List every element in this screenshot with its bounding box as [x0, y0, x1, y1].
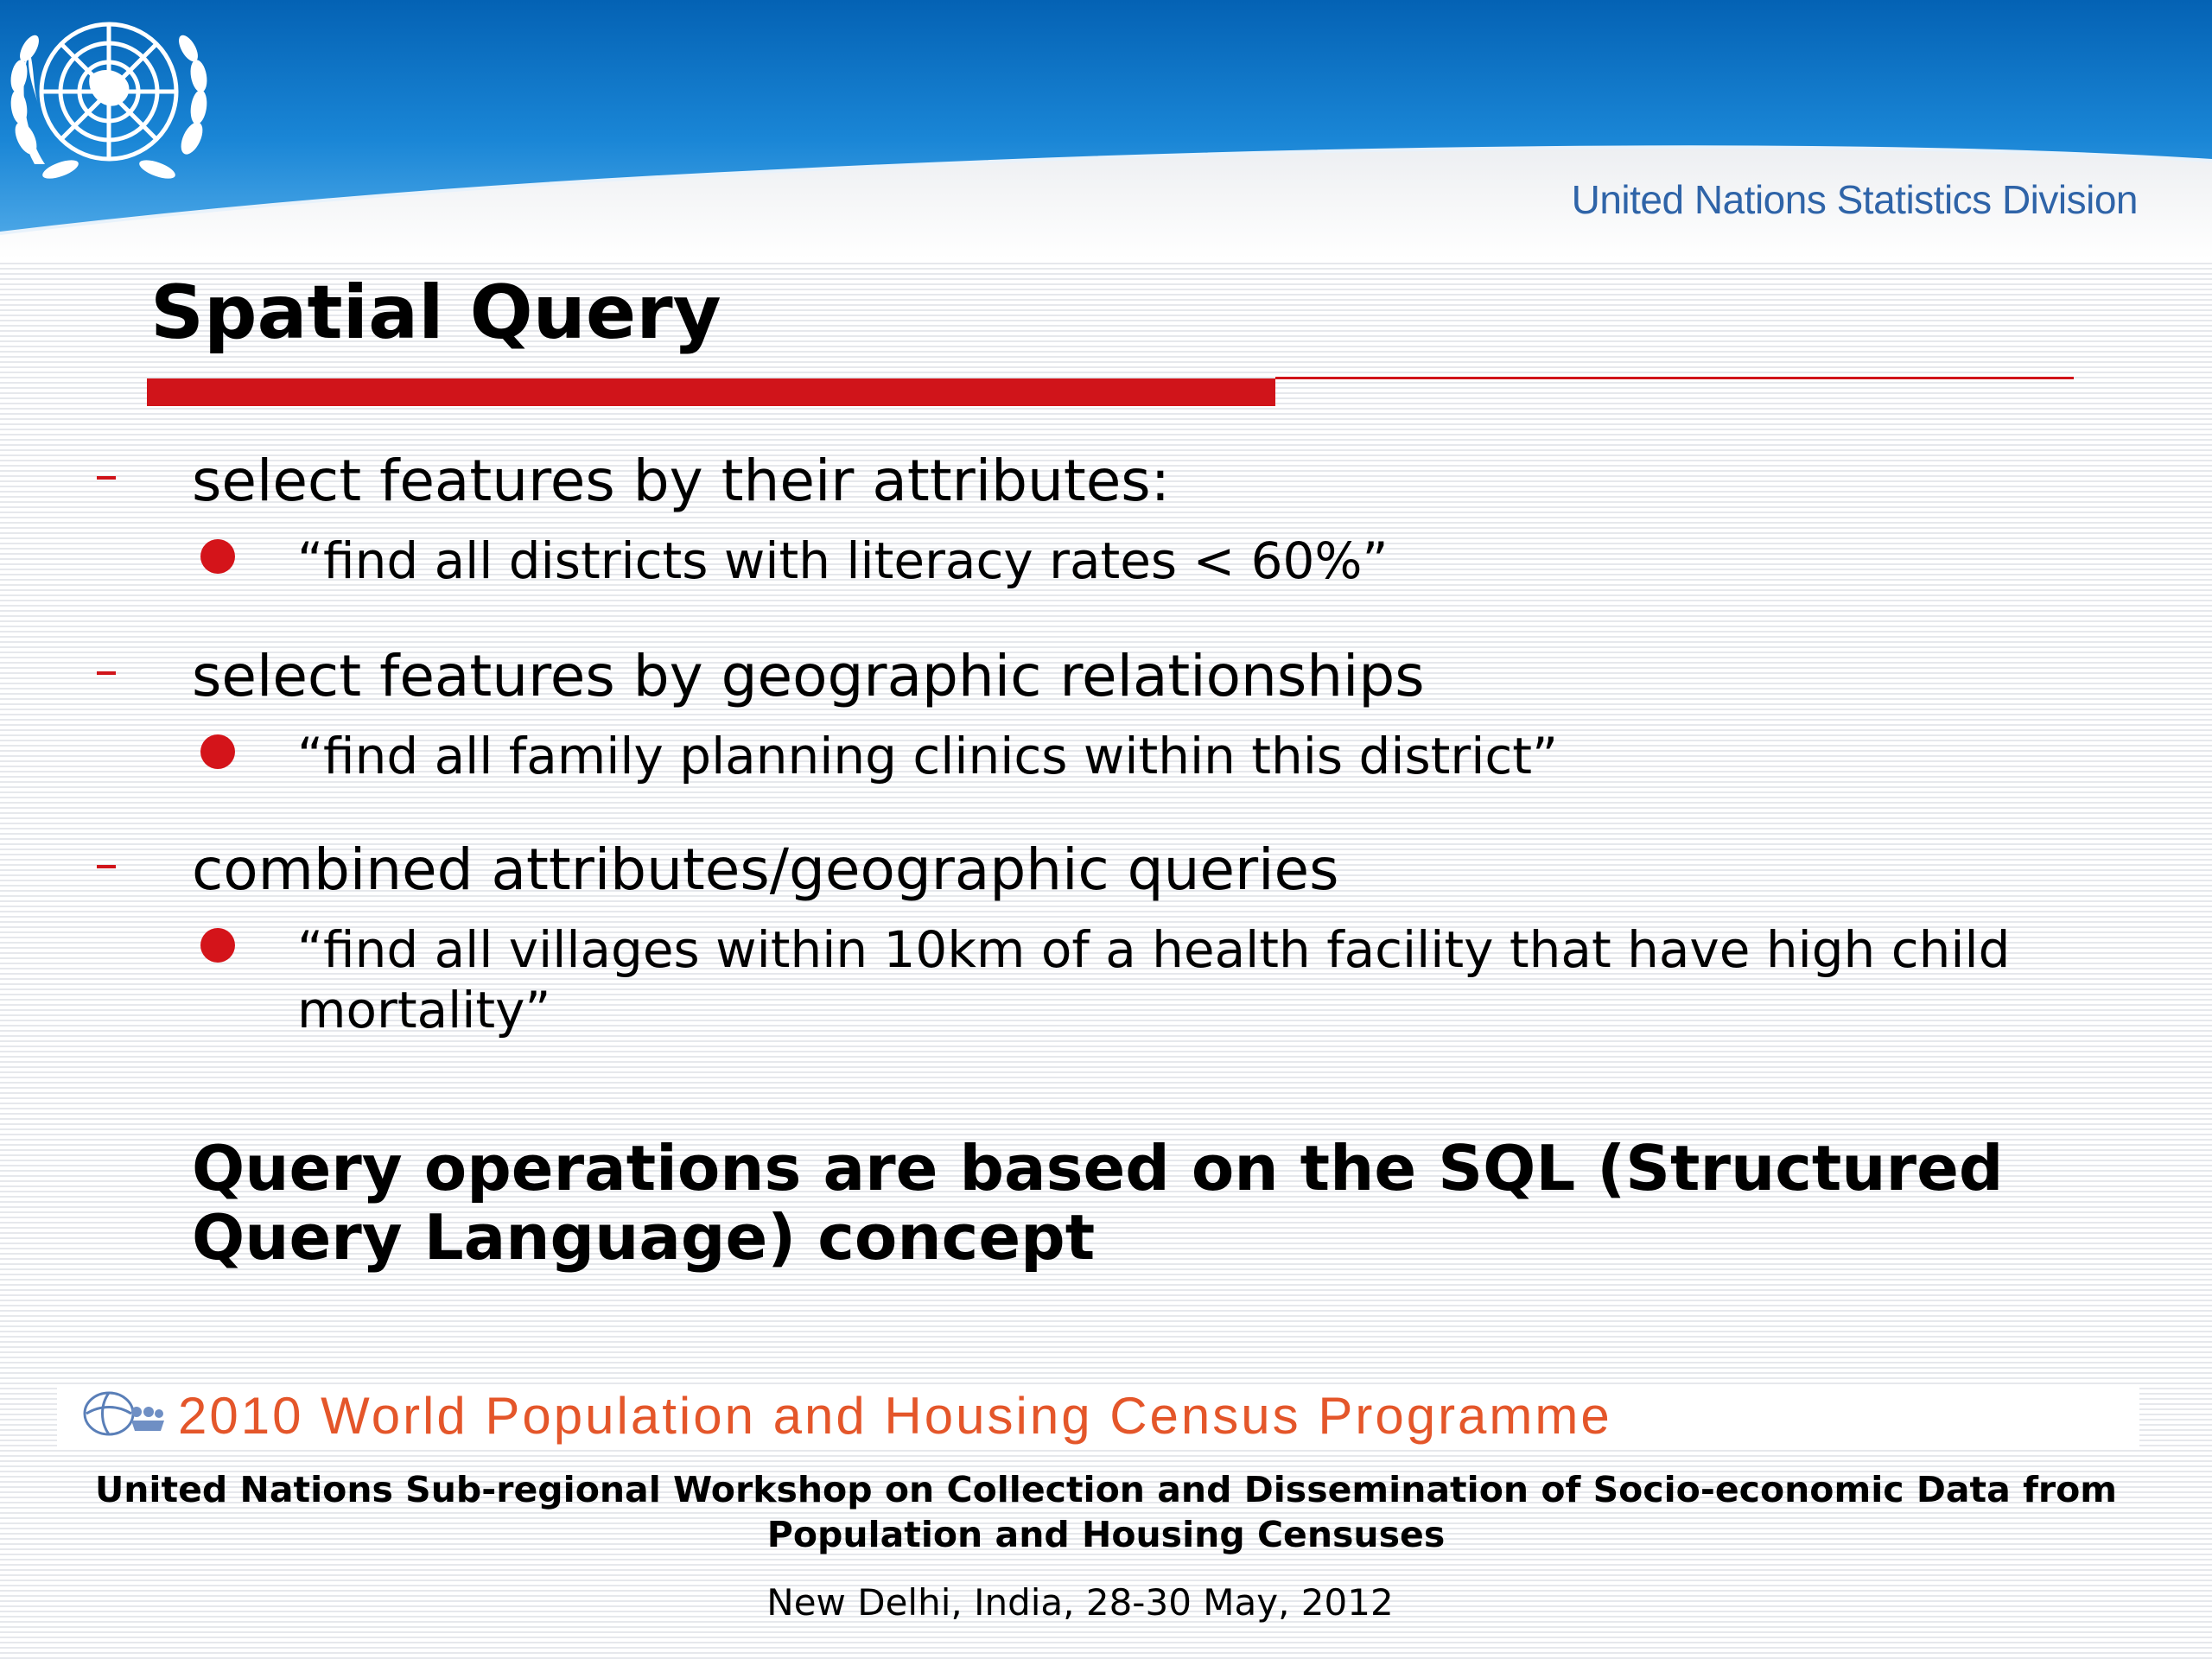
un-emblem-icon — [0, 0, 218, 192]
sub-bullet-item: “find all family planning clinics within this district” — [297, 727, 1559, 785]
slide-header — [0, 0, 2212, 259]
dot-bullet-icon — [200, 539, 235, 574]
bullet-item: combined attributes/geographic queries — [192, 836, 1339, 903]
slide-title: Spatial Query — [150, 270, 721, 356]
title-underline-thick — [147, 378, 1275, 406]
title-underline-thin — [1275, 377, 2074, 379]
sub-bullet-item: “find all districts with literacy rates < 60%” — [297, 531, 1389, 590]
venue-and-date: New Delhi, India, 28-30 May, 2012 — [766, 1581, 1394, 1624]
organization-name: United Nations Statistics Division — [1571, 177, 2138, 222]
workshop-title: United Nations Sub-regional Workshop on Collection and Dissemination of Socio-economic Data from Population and Housing Censuses — [94, 1469, 2118, 1555]
dash-bullet-icon — [97, 671, 116, 675]
sql-note: Query operations are based on the SQL (Structured Query Language) concept — [192, 1132, 2004, 1274]
programme-title: 2010 World Population and Housing Census Programme — [178, 1387, 1612, 1445]
dash-bullet-icon — [97, 865, 116, 868]
census-programme-logo-icon — [74, 1386, 168, 1441]
dot-bullet-icon — [200, 928, 235, 963]
bullet-item: select features by geographic relationships — [192, 643, 1425, 709]
sub-bullet-item: “find all villages within 10km of a health facility that have high child mortality” — [297, 920, 2011, 1039]
dash-bullet-icon — [97, 476, 116, 480]
dot-bullet-icon — [200, 734, 235, 769]
bullet-item: select features by their attributes: — [192, 448, 1170, 514]
